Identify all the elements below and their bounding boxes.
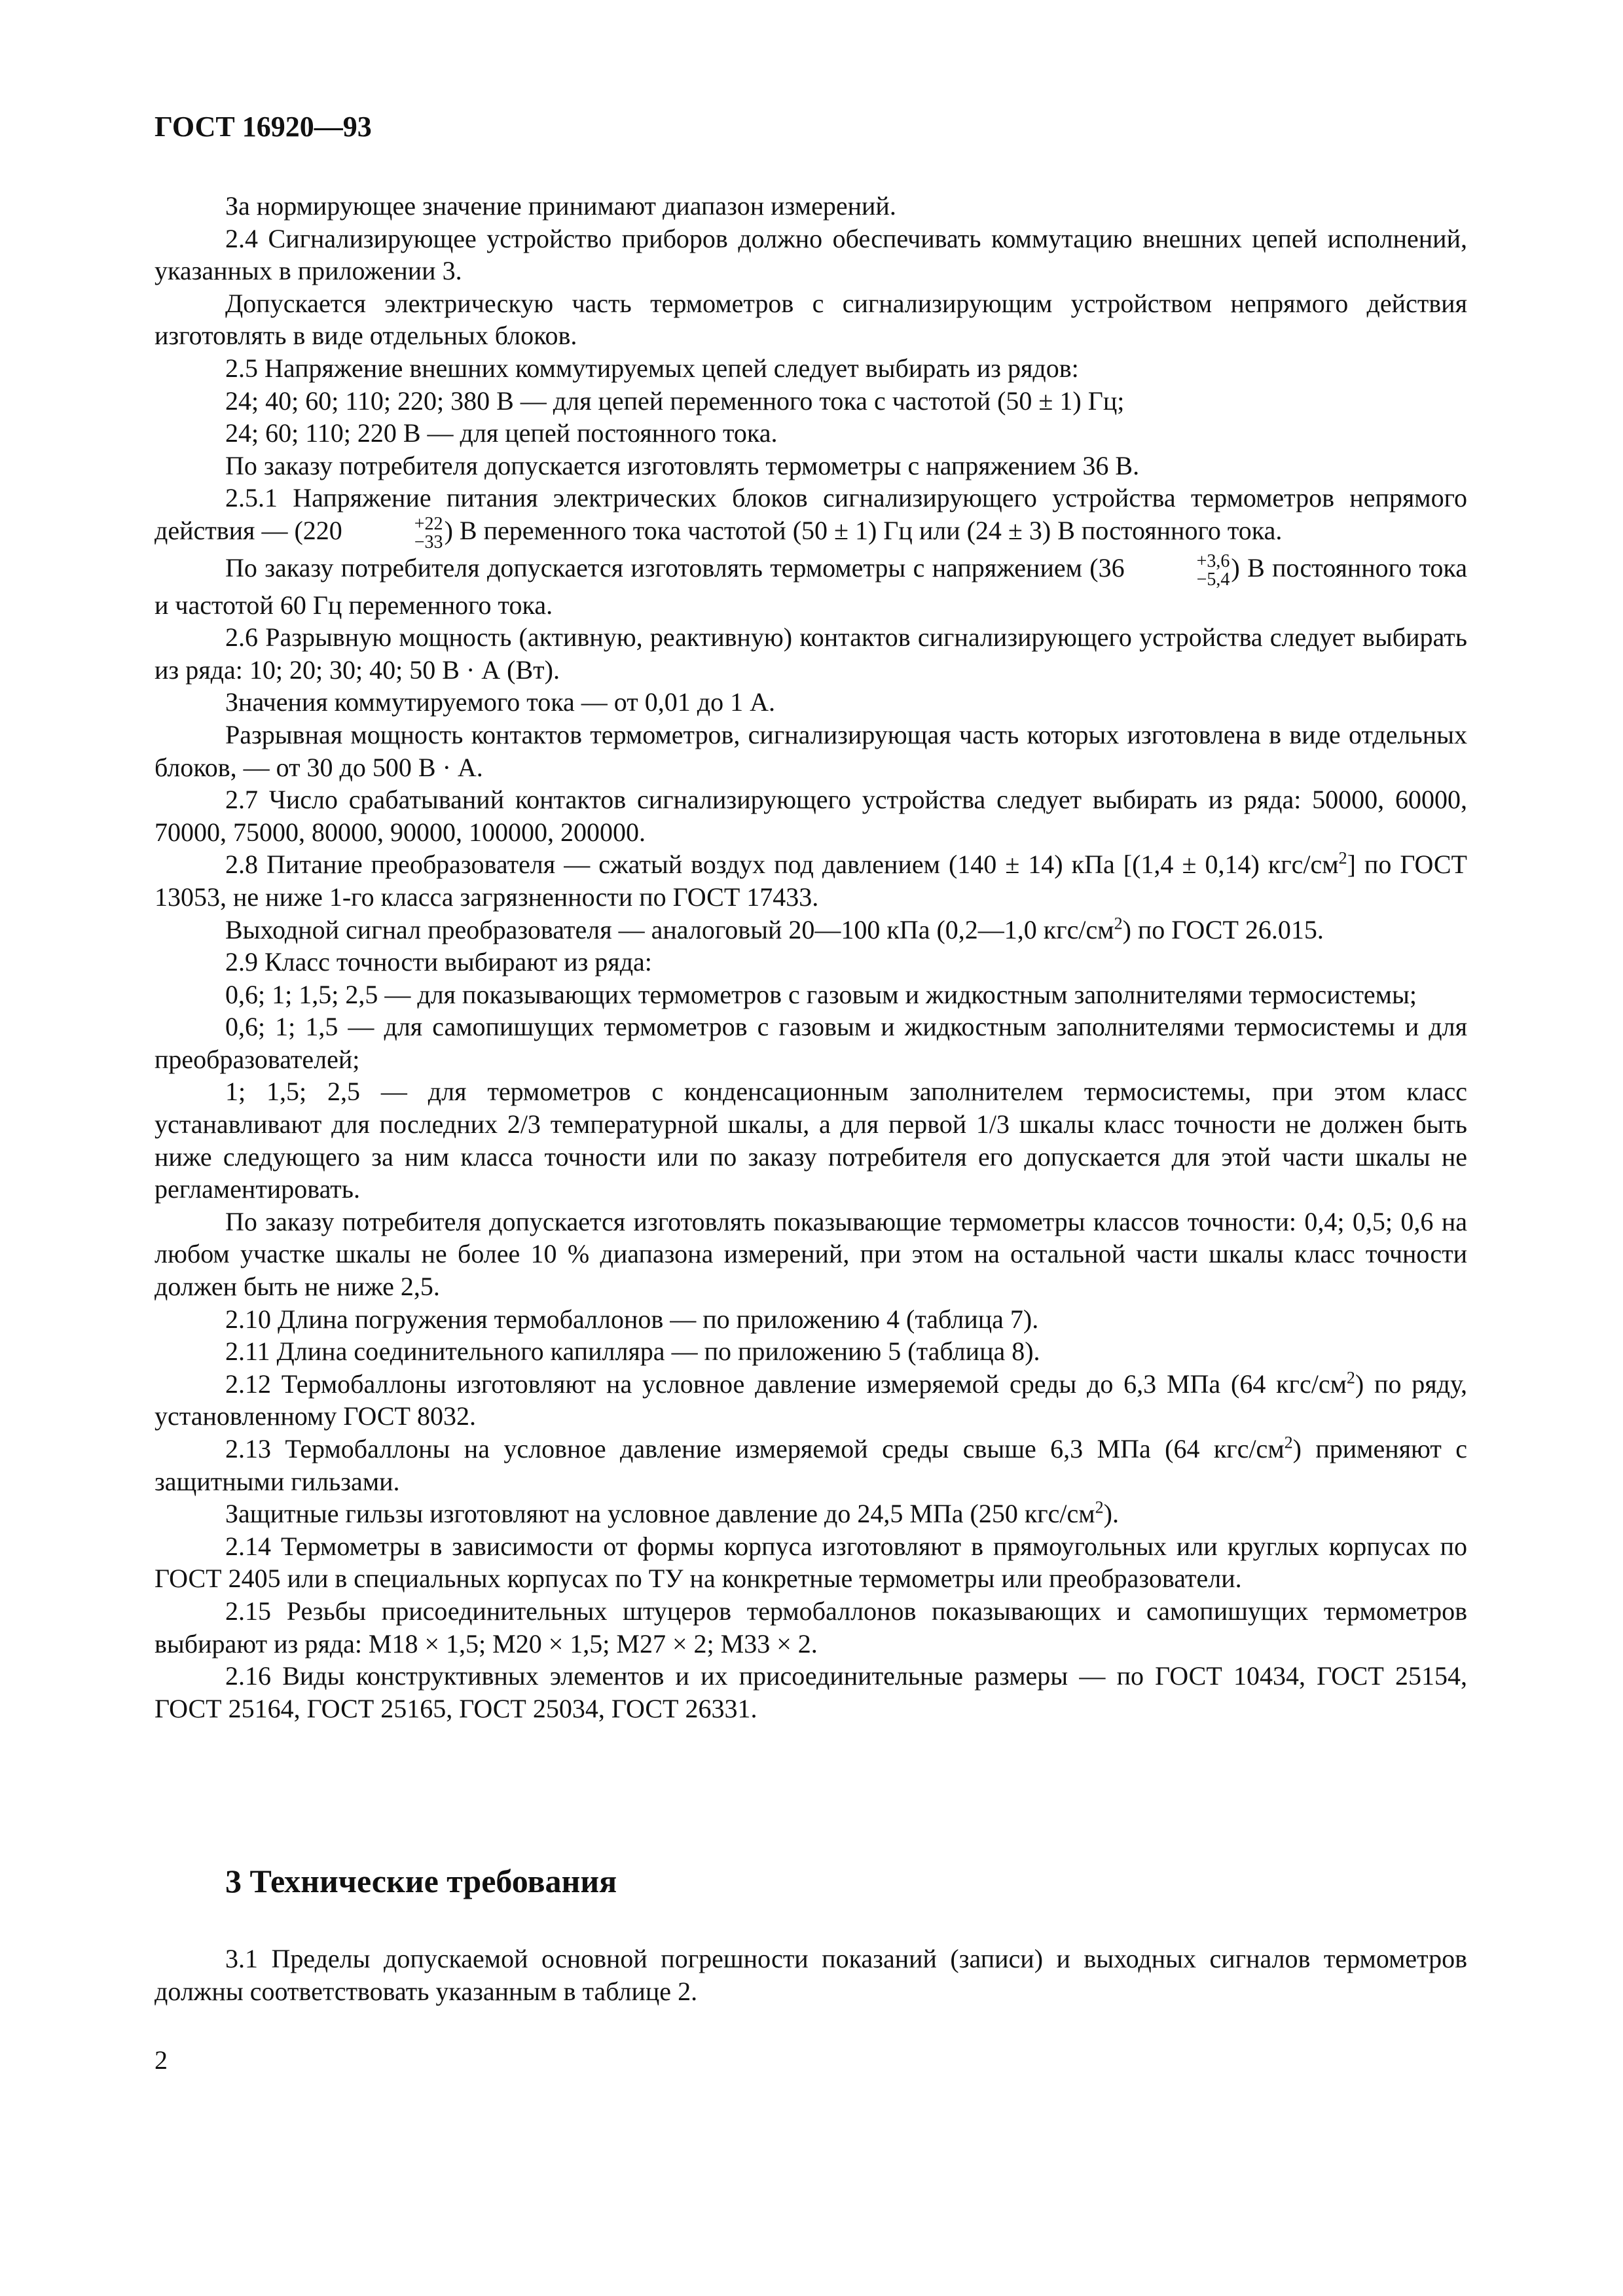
- superscript: 2: [1338, 848, 1347, 868]
- text-run: ) применяют с защитными гильзами.: [155, 1434, 1468, 1496]
- document-header: ГОСТ 16920—93: [155, 111, 372, 143]
- paragraph: [155, 1075, 1467, 1205]
- paragraph: 24; 60; 110; 220 В — для цепей постоянного тока.: [225, 418, 778, 448]
- text-run: По заказу потребителя допускается изготовлять термометры с напряжением (36: [225, 552, 1125, 583]
- paragraph: 2.15 Резьбы присоединительных штуцеров термобаллонов показывающих и самопишущих термометров выбирают из ряда: М18 × 1,5; М20 × 1,5; М27 × 2; М33 × 2.: [155, 1596, 1467, 1659]
- text-run: Выходной сигнал преобразователя — аналоговый 20—100 кПа (0,2—1,0 кгс/см: [225, 914, 1114, 944]
- text-run: 1; 1,5; 2,5 — для термометров с конденсационным заполнителем термосистемы, при этом класс устанавливают для последних: [155, 1077, 1467, 1139]
- tolerance-upper: +3,6: [1196, 550, 1230, 571]
- tolerance-fraction: [344, 515, 443, 552]
- paragraph: 2.5 Напряжение внешних коммутируемых цепей следует выбирать из рядов:: [225, 353, 1079, 383]
- tolerance-lower: −5,4: [1196, 569, 1230, 590]
- paragraph: 0,6; 1; 1,5; 2,5 — для показывающих термометров с газовым и жидкостным заполнителями термосистемы;: [225, 979, 1417, 1009]
- paragraph: Разрывная мощность контактов термометров, сигнализирующая часть которых изготовлена в виде отдельных блоков, — от 30 до 500 В · А.: [155, 719, 1467, 782]
- tolerance-lower: −33: [414, 531, 443, 552]
- paragraph: [155, 1433, 1467, 1498]
- text-run: 2.8 Питание преобразователя — сжатый воздух под давлением (140 ± 14) кПа [(1,4 ± 0,14) кгс/см: [225, 850, 1339, 880]
- paragraph: 0,6; 1; 1,5 — для самопишущих термометров с газовым и жидкостным заполнителями термосистемы и для преобразователей;: [155, 1012, 1467, 1074]
- paragraph: По заказу потребителя допускается изготовлять показывающие термометры классов точности: 0,4; 0,5; 0,6 на любом участке шкалы не более 10 % диапазона измерений, при этом на остальной части шкалы класс точности должен быть не ниже 2,5.: [155, 1206, 1467, 1302]
- paragraph: [155, 552, 1467, 621]
- paragraph: По заказу потребителя допускается изготовлять термометры с напряжением 36 В.: [225, 450, 1140, 480]
- text-run: ) по ГОСТ 26.015.: [1122, 914, 1324, 944]
- paragraph: [155, 482, 1467, 551]
- paragraph: Значения коммутируемого тока — от 0,01 до 1 А.: [225, 687, 775, 717]
- page-number: 2: [155, 2045, 168, 2075]
- text-run: ] по ГОСТ 13053, не ниже 1-го класса загрязненности по ГОСТ 17433.: [155, 850, 1467, 912]
- superscript: 2: [1284, 1433, 1293, 1452]
- section-title: 3 Технические требования: [225, 1863, 617, 1899]
- fraction: 1/3: [976, 1109, 1010, 1139]
- text-run: 2.13 Термобаллоны на условное давление измеряемой среды свыше 6,3 МПа (64 кгс/см: [225, 1434, 1285, 1463]
- text-run: 2.5.1 Напряжение питания электрических блоков сигнализирующего устройства термометров непрямого действия — (220: [155, 483, 1467, 545]
- text-run: ) по ряду, установленному ГОСТ 8032.: [155, 1369, 1467, 1431]
- paragraph: 2.11 Длина соединительного капилляра — по приложению 5 (таблица 8).: [225, 1336, 1040, 1367]
- superscript: 2: [1346, 1368, 1355, 1388]
- paragraph: [155, 1368, 1467, 1433]
- superscript: 2: [1095, 1498, 1104, 1517]
- text-run: 2.12 Термобаллоны изготовляют на условное давление измеряемой среды до 6,3 МПа (64 кгс/см: [225, 1369, 1347, 1399]
- paragraph: [155, 914, 1467, 946]
- text-run: ) В переменного тока частотой (50 ± 1) Гц или (24 ± 3) В постоянного тока.: [444, 515, 1283, 545]
- paragraph: 2.14 Термометры в зависимости от формы корпуса изготовляют в прямоугольных или круглых корпусах по ГОСТ 2405 или в специальных корпусах по ТУ на конкретные термометры или преобразователи.: [155, 1531, 1467, 1594]
- superscript: 2: [1114, 914, 1123, 933]
- fraction: 2/3: [507, 1109, 541, 1139]
- section-body: [155, 1943, 1467, 2007]
- paragraph: 2.6 Разрывную мощность (активную, реактивную) контактов сигнализирующего устройства следует выбирать из ряда: 10; 20; 30; 40; 50 В · А (Вт).: [155, 622, 1467, 685]
- paragraph: 2.7 Число срабатываний контактов сигнализирующего устройства следует выбирать из ряда: 50000, 60000, 70000, 75000, 80000, 90000, 100000, 200000.: [155, 785, 1467, 847]
- paragraph: [155, 1498, 1467, 1530]
- paragraph: 3.1 Пределы допускаемой основной погрешности показаний (записи) и выходных сигналов термометров должны соответствовать указанным в таблице 2.: [155, 1944, 1467, 2006]
- paragraph: 2.4 Сигнализирующее устройство приборов должно обеспечивать коммутацию внешних цепей исполнений, указанных в приложении 3.: [155, 223, 1467, 286]
- paragraph: 2.10 Длина погружения термобаллонов — по приложению 4 (таблица 7).: [225, 1304, 1039, 1334]
- paragraph: 2.9 Класс точности выбирают из ряда:: [225, 947, 652, 977]
- paragraph: 2.16 Виды конструктивных элементов и их присоединительные размеры — по ГОСТ 10434, ГОСТ 25154, ГОСТ 25164, ГОСТ 25165, ГОСТ 25034, ГОСТ 26331.: [155, 1661, 1467, 1723]
- text-run: ).: [1103, 1499, 1119, 1529]
- paragraph: За нормирующее значение принимают диапазон измерений.: [225, 191, 896, 221]
- paragraph: [155, 848, 1467, 913]
- text-run: шкалы класс точности не должен быть ниже следующего за ним класса точности или по заказу потребителя его допускается для этой части шкалы не регламентировать.: [155, 1109, 1468, 1204]
- paragraph: 24; 40; 60; 110; 220; 380 В — для цепей переменного тока с частотой (50 ± 1) Гц;: [225, 386, 1125, 416]
- text-run: ) В постоянного тока и частотой 60 Гц переменного тока.: [155, 552, 1467, 620]
- text-run: температурной шкалы, а для первой: [550, 1109, 967, 1139]
- tolerance-upper: +22: [414, 513, 443, 534]
- document-body: [155, 190, 1467, 1725]
- text-run: Защитные гильзы изготовляют на условное давление до 24,5 МПа (250 кгс/см: [225, 1499, 1095, 1529]
- paragraph: Допускается электрическую часть термометров с сигнализирующим устройством непрямого действия изготовлять в виде отдельных блоков.: [155, 288, 1467, 351]
- tolerance-fraction: [1126, 552, 1230, 589]
